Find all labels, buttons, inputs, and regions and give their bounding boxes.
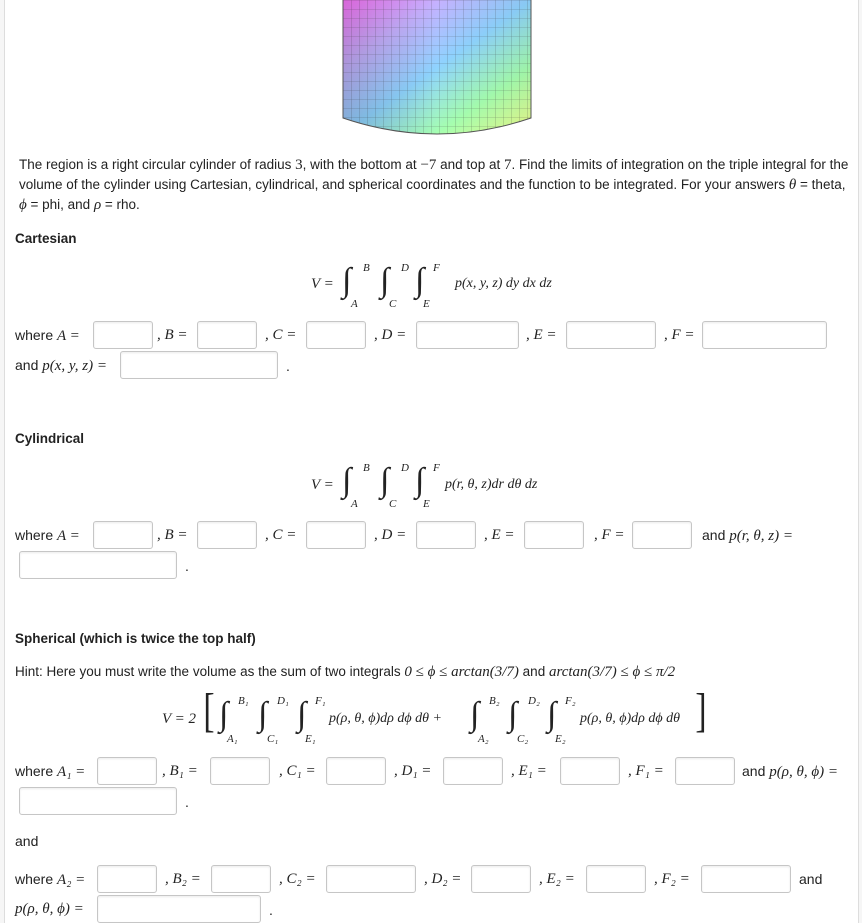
intro-text: . Find the limits of integration on the triple integral for the volume of the cylinder using Cartesian, cylindrical, and spherical coordinates and the function to be integrated. For your answers (19, 157, 849, 192)
integral-sign: ∫ (380, 462, 390, 499)
label-c2: , C₂ = (279, 871, 316, 887)
where-label (15, 763, 85, 781)
spherical-a2-input[interactable] (97, 865, 157, 893)
where-label (15, 327, 80, 345)
period: . (286, 358, 290, 374)
label-d2: , D₂ = (424, 871, 462, 887)
limit-upper: D (401, 262, 409, 274)
limit-upper: F (433, 262, 440, 274)
p-label: p(ρ, θ, ϕ) = (769, 764, 838, 780)
limit-lower: A₂ (478, 733, 489, 745)
hint-range-2: arctan(3/7) ≤ ϕ ≤ π/2 (548, 664, 676, 680)
spherical-c2-input[interactable] (326, 865, 416, 893)
label-a: A = (57, 528, 80, 544)
label-d: , D = (374, 527, 407, 543)
hint-text: and (518, 664, 549, 679)
section-heading-cartesian: Cartesian (15, 231, 77, 246)
problem-frame (4, 0, 859, 923)
cylindrical-b-input[interactable] (197, 521, 257, 549)
cylinder-figure (335, 0, 539, 142)
spherical-e2-input[interactable] (586, 865, 646, 893)
formula-v: V = 2 (162, 711, 197, 727)
label-b: , B = (157, 527, 188, 543)
bottom-value: −7 (420, 157, 437, 173)
label-c1: , C₁ = (279, 763, 316, 779)
cartesian-f-input[interactable] (702, 321, 827, 349)
cartesian-e-input[interactable] (566, 321, 656, 349)
spherical-hint (15, 664, 675, 681)
limit-upper: D (401, 462, 409, 474)
limit-upper: B₁ (238, 695, 249, 707)
integral-sign: ∫ (342, 262, 352, 299)
and-text: and (15, 833, 39, 849)
intro-text: = theta, (796, 177, 846, 192)
integral-sign: ∫ (547, 696, 557, 733)
label-e2: , E₂ = (539, 871, 575, 887)
function-label (702, 527, 793, 545)
spherical-p2-input[interactable] (97, 895, 261, 923)
limit-upper: D₂ (528, 695, 540, 707)
limit-upper: F₂ (565, 695, 576, 707)
cartesian-p-input[interactable] (120, 351, 278, 379)
radius-value: 3 (295, 157, 303, 173)
intro-text: = rho. (101, 197, 140, 212)
phi-symbol: ϕ (19, 197, 27, 213)
intro-text: The region is a right circular cylinder of radius (19, 157, 296, 172)
label-a1: A₁ = (57, 764, 86, 780)
p-label: p(x, y, z) = (42, 358, 107, 374)
section-heading-spherical: Spherical (which is twice the top half) (15, 631, 256, 646)
formula-integrand: p(ρ, θ, ϕ)dρ dϕ dθ + (329, 711, 442, 726)
cylindrical-c-input[interactable] (306, 521, 366, 549)
cartesian-b-input[interactable] (197, 321, 257, 349)
intro-text: = phi, and (26, 197, 94, 212)
and-text: and (15, 357, 39, 373)
function-label (742, 763, 838, 781)
period: . (185, 558, 189, 574)
cylindrical-d-input[interactable] (416, 521, 476, 549)
spherical-c1-input[interactable] (326, 757, 386, 785)
cylindrical-f-input[interactable] (632, 521, 692, 549)
label-d: , D = (374, 327, 407, 343)
spherical-p1-input[interactable] (19, 787, 177, 815)
limit-lower: A (351, 498, 358, 510)
spherical-b1-input[interactable] (210, 757, 270, 785)
limit-lower: C₂ (517, 733, 529, 745)
integral-sign: ∫ (508, 696, 518, 733)
limit-upper: D₁ (277, 695, 289, 707)
cylindrical-a-input[interactable] (93, 521, 153, 549)
hint-range-1: 0 ≤ ϕ ≤ arctan(3/7) (404, 664, 519, 680)
integral-sign: ∫ (415, 462, 425, 499)
spherical-a1-input[interactable] (97, 757, 157, 785)
and-text: and (799, 871, 823, 887)
spherical-b2-input[interactable] (211, 865, 271, 893)
cartesian-a-input[interactable] (93, 321, 153, 349)
label-f: , F = (594, 527, 625, 543)
section-heading-cylindrical: Cylindrical (15, 431, 85, 446)
and-text: and (742, 763, 766, 779)
label-b1: , B₁ = (162, 763, 198, 779)
formula-integrand: p(r, θ, z)dr dθ dz (445, 477, 538, 492)
period: . (269, 902, 273, 918)
theta-symbol: θ (788, 177, 797, 193)
intro-text: , with the bottom at (302, 157, 421, 172)
cartesian-c-input[interactable] (306, 321, 366, 349)
p-label: p(ρ, θ, ϕ) = (15, 901, 84, 917)
limit-lower: E (423, 298, 430, 310)
limit-upper: F₁ (315, 695, 326, 707)
label-d1: , D₁ = (394, 763, 432, 779)
spherical-d2-input[interactable] (471, 865, 531, 893)
label-e: , E = (526, 327, 557, 343)
left-bracket: [ (203, 684, 215, 737)
formula-v: V = (311, 477, 334, 493)
label-b: , B = (157, 327, 188, 343)
integral-sign: ∫ (470, 696, 480, 733)
cartesian-d-input[interactable] (416, 321, 519, 349)
problem-statement (19, 155, 853, 215)
limit-lower: C₁ (267, 733, 279, 745)
spherical-d1-input[interactable] (443, 757, 503, 785)
label-c: , C = (265, 527, 297, 543)
integral-sign: ∫ (219, 696, 229, 733)
limit-lower: E₂ (555, 733, 566, 745)
spherical-e1-input[interactable] (560, 757, 620, 785)
where-text: where (15, 327, 54, 343)
integral-sign: ∫ (380, 262, 390, 299)
cylindrical-e-input[interactable] (524, 521, 584, 549)
label-a: A = (57, 328, 80, 344)
formula-v: V = (311, 276, 334, 292)
label-f2: , F₂ = (654, 871, 690, 887)
rho-symbol: ρ (93, 197, 102, 213)
right-bracket: ] (695, 684, 707, 737)
label-e: , E = (484, 527, 515, 543)
formula-integrand: p(x, y, z) dy dx dz (455, 276, 552, 291)
integral-sign: ∫ (297, 696, 307, 733)
limit-lower: C (389, 498, 397, 510)
limit-upper: F (433, 462, 440, 474)
label-b2: , B₂ = (165, 871, 201, 887)
period: . (185, 794, 189, 810)
top-value: 7 (503, 157, 512, 173)
and-text: and (702, 527, 726, 543)
cylindrical-p-input[interactable] (19, 551, 177, 579)
integral-sign: ∫ (415, 262, 425, 299)
limit-lower: E (423, 498, 430, 510)
p-label: p(r, θ, z) = (729, 528, 793, 544)
label-e1: , E₁ = (511, 763, 547, 779)
limit-upper: B₂ (489, 695, 500, 707)
hint-text: Hint: Here you must write the volume as the sum of two integrals (15, 664, 405, 679)
integral-sign: ∫ (342, 462, 352, 499)
where-text: where (15, 527, 54, 543)
where-label (15, 527, 80, 545)
limit-lower: C (389, 298, 397, 310)
function-label (15, 357, 107, 375)
limit-upper: B (363, 462, 370, 474)
spherical-f1-input[interactable] (675, 757, 735, 785)
where-text: where (15, 763, 54, 779)
label-f: , F = (664, 327, 695, 343)
intro-text: and top at (436, 157, 504, 172)
limit-upper: B (363, 262, 370, 274)
formula-integrand: p(ρ, θ, ϕ)dρ dϕ dθ (580, 711, 681, 726)
limit-lower: A (351, 298, 358, 310)
where-label (15, 871, 85, 889)
label-a2: A₂ = (57, 872, 86, 888)
label-f1: , F₁ = (628, 763, 664, 779)
limit-lower: E₁ (305, 733, 316, 745)
spherical-f2-input[interactable] (701, 865, 791, 893)
label-c: , C = (265, 327, 297, 343)
limit-lower: A₁ (227, 733, 238, 745)
where-text: where (15, 871, 54, 887)
integral-sign: ∫ (258, 696, 268, 733)
